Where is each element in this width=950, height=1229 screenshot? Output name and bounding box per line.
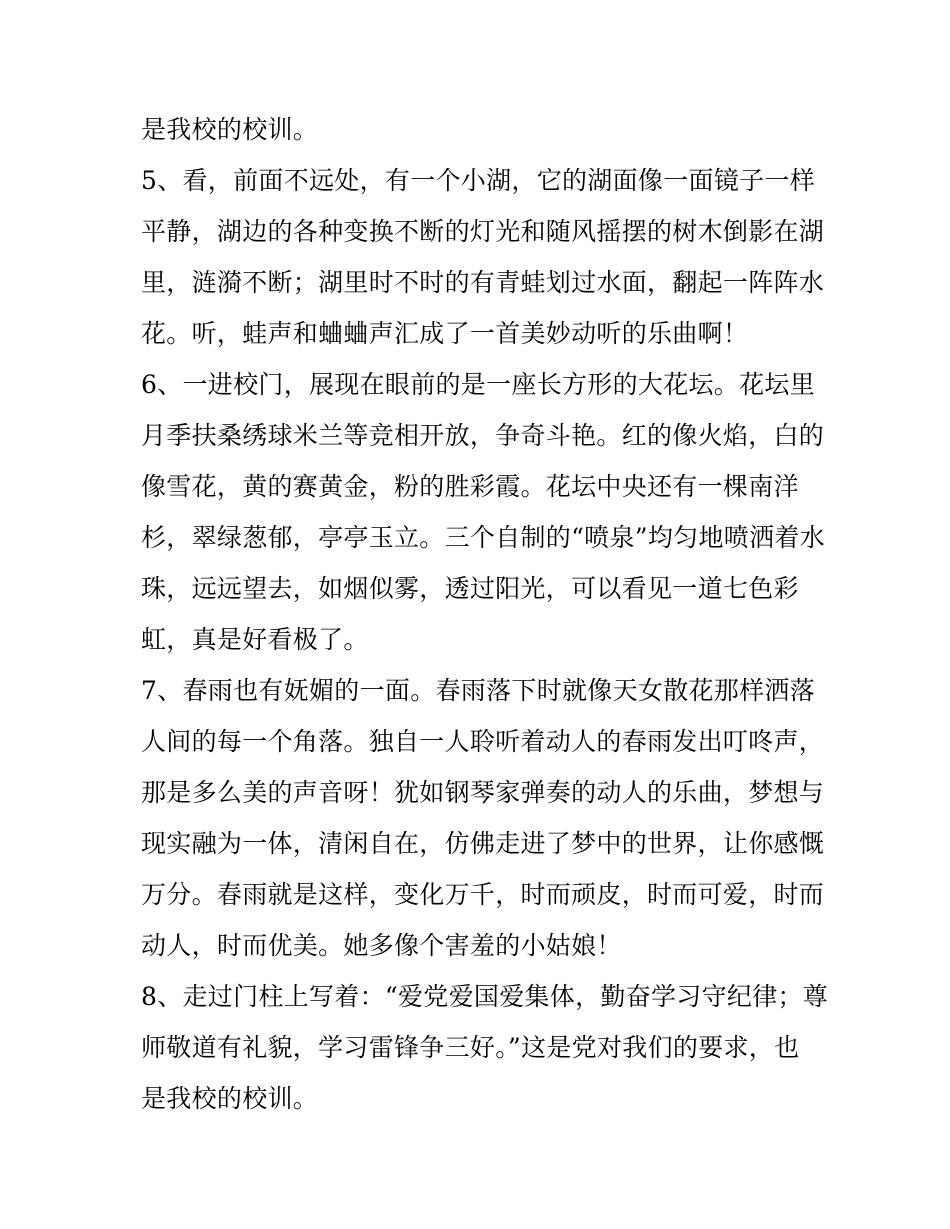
text-line: 像雪花，黄的赛黄金，粉的胜彩霞。花坛中央还有一棵南洋 [141, 472, 799, 501]
text-line: 是我校的校训。 [141, 1084, 319, 1113]
text-line: 现实融为一体，清闲自在，仿佛走进了梦中的世界，让你感慨 [141, 829, 825, 858]
text-line: 5、看，前面不远处，有一个小湖，它的湖面像一面镜子一样 [141, 166, 816, 195]
text-line: 7、春雨也有妩媚的一面。春雨落下时就像天女散花那样洒落 [141, 676, 816, 705]
text-line: 虹，真是好看极了。 [141, 625, 369, 654]
text-line: 师敬道有礼貌，学习雷锋争三好。”这是党对我们的要求，也 [141, 1033, 800, 1062]
text-line: 6、一进校门，展现在眼前的是一座长方形的大花坛。花坛里 [141, 370, 816, 399]
text-line: 珠，远远望去，如烟似雾，透过阳光，可以看见一道七色彩 [141, 574, 799, 603]
text-line: 平静，湖边的各种变换不断的灯光和随风摇摆的树木倒影在湖 [141, 217, 825, 246]
text-line: 里，涟漪不断；湖里时不时的有青蛙划过水面，翻起一阵阵水 [141, 268, 825, 297]
text-line: 月季扶桑绣球米兰等竞相开放，争奇斗艳。红的像火焰，白的 [141, 421, 825, 450]
text-line: 万分。春雨就是这样，变化万千，时而顽皮，时而可爱，时而 [141, 880, 825, 909]
text-line: 8、走过门柱上写着：“爱党爱国爱集体，勤奋学习守纪律；尊 [141, 982, 829, 1011]
text-line: 杉，翠绿葱郁，亭亭玉立。三个自制的“喷泉”均匀地喷洒着水 [141, 523, 825, 552]
text-line: 那是多么美的声音呀！犹如钢琴家弹奏的动人的乐曲，梦想与 [141, 778, 825, 807]
text-line: 动人，时而优美。她多像个害羞的小姑娘！ [141, 931, 622, 960]
document-body [141, 104, 829, 1124]
text-line: 人间的每一个角落。独自一人聆听着动人的春雨发出叮咚声， [141, 727, 825, 756]
text-line: 花。听，蛙声和蛐蛐声汇成了一首美妙动听的乐曲啊！ [141, 319, 749, 348]
text-line: 是我校的校训。 [141, 115, 319, 144]
